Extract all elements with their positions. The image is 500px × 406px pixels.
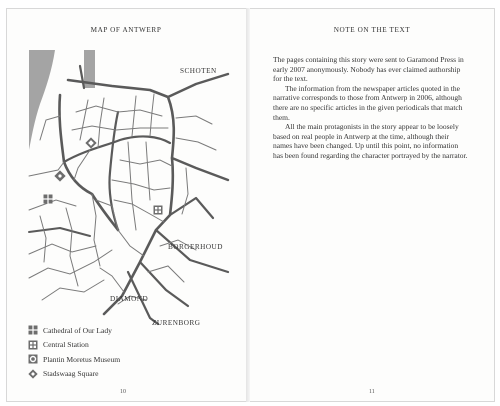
legend-label: Stadswaag Square [43,369,99,379]
label-zurenborg: ZURENBORG [152,319,201,327]
central-station-icon [28,340,38,350]
note-heading: NOTE ON THE TEXT [333,26,411,34]
label-diamond: DIAMOND [110,295,149,303]
stadswaag-marker [85,137,96,148]
legend-label: Central Station [43,340,89,350]
note-paragraph: The information from the newspaper articles quoted in the narrative corresponds to those from Antwerp in 2006, although there are no specific articles in the given periodicals that match them. [273,83,463,122]
page-number-right: 11 [369,389,375,395]
label-borgerhoud: BORGERHOUD [168,243,223,251]
legend-label: Cathedral of Our Lady [43,325,112,335]
note-paragraph: The pages containing this story were sent to Garamond Press in early 2007 anonymously. Nobody has ever claimed authorship for the text. [273,55,464,84]
major-roads [29,66,228,324]
map-legend [28,323,228,381]
stadswaag-icon [28,369,38,379]
legend-label: Plantin Moretus Museum [43,354,121,364]
note-body [273,55,469,161]
legend-item-plantin-moretus [28,352,228,367]
note-paragraph: All the main protagonists in the story appear to be loosely based on real people in Antwerp at the time, although their names have been changed. Up until this point, no information has been found regarding the character portrayed by the narrator. [273,122,468,160]
page-number-left: 10 [120,389,126,395]
label-schoten: SCHOTEN [180,67,217,75]
plantin-moretus-icon [28,354,38,364]
legend-item-cathedral [28,323,228,338]
legend-item-central-station [28,338,228,353]
cathedral-marker [44,195,53,204]
cathedral-icon [28,325,38,335]
central-station-marker [154,206,163,215]
map-heading: MAP OF ANTWERP [90,26,162,34]
legend-item-stadswaag [28,367,228,382]
plantin-moretus-marker [54,170,65,181]
minor-streets [29,94,216,304]
